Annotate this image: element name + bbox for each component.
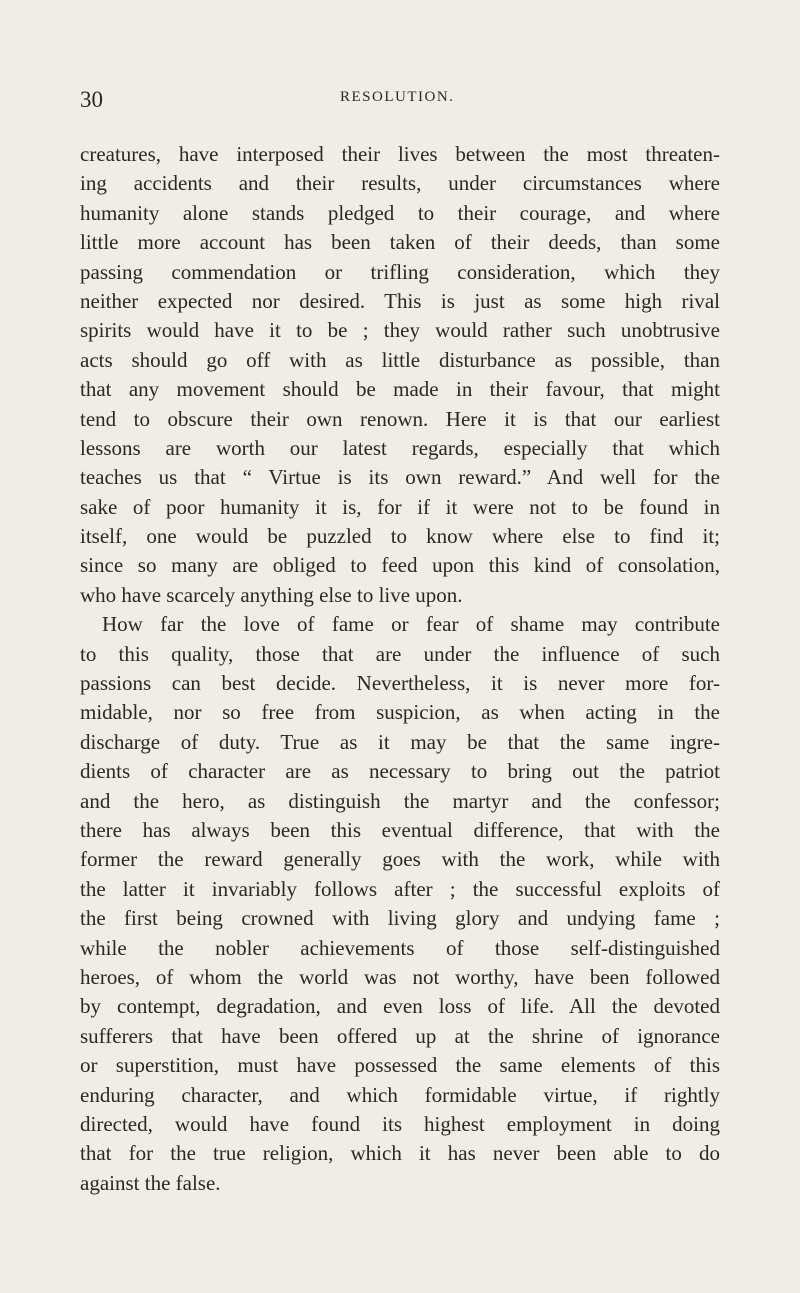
text-line: enduring character, and which formidable virtue, if rightly [80, 1082, 720, 1107]
paragraph-start-line: How far the love of fame or fear of shame may contribute [102, 612, 720, 637]
text-line: spirits would have it to be ; they would rather such unobtrusive [80, 318, 720, 343]
text-line: little more account has been taken of their deeds, than some [80, 230, 720, 255]
text-line: that for the true religion, which it has never been able to do [80, 1141, 720, 1166]
text-line: lessons are worth our latest regards, especially that which [80, 435, 720, 460]
text-line: heroes, of whom the world was not worthy, have been followed [80, 964, 720, 989]
text-line: former the reward generally goes with the work, while with [80, 847, 720, 872]
text-line: discharge of duty. True as it may be that the same ingre- [80, 729, 720, 754]
text-line: sufferers that have been offered up at the shrine of ignorance [80, 1023, 720, 1048]
text-line: to this quality, those that are under the influence of such [80, 641, 720, 666]
text-line: there has always been this eventual difference, that with the [80, 817, 720, 842]
text-line: neither expected nor desired. This is just as some high rival [80, 288, 720, 313]
text-line: that any movement should be made in their favour, that might [80, 377, 720, 402]
text-line: midable, nor so free from suspicion, as when acting in the [80, 700, 720, 725]
text-line: tend to obscure their own renown. Here it is that our earliest [80, 406, 720, 431]
text-line: passions can best decide. Nevertheless, it is never more for- [80, 671, 720, 696]
text-line: itself, one would be puzzled to know where else to find it; [80, 524, 720, 549]
text-line: teaches us that “ Virtue is its own reward.” And well for the [80, 465, 720, 490]
text-line: since so many are obliged to feed upon this kind of consolation, [80, 553, 720, 578]
text-line: passing commendation or trifling consideration, which they [80, 259, 720, 284]
text-line: acts should go off with as little disturbance as possible, than [80, 347, 720, 372]
paragraph-end-line: against the false. [80, 1170, 221, 1195]
text-line: the latter it invariably follows after ; the successful exploits of [80, 876, 720, 901]
text-line: and the hero, as distinguish the martyr and the confessor; [80, 788, 720, 813]
page-number: 30 [80, 87, 103, 112]
text-line: directed, would have found its highest employment in doing [80, 1111, 720, 1136]
text-line: dients of character are as necessary to bring out the patriot [80, 759, 720, 784]
text-line: while the nobler achievements of those self-distinguished [80, 935, 720, 960]
text-line: by contempt, degradation, and even loss of life. All the devoted [80, 994, 720, 1019]
text-line: or superstition, must have possessed the same elements of this [80, 1053, 720, 1078]
text-line: ing accidents and their results, under circumstances where [80, 171, 720, 196]
paragraph-end-line: who have scarcely anything else to live upon. [80, 582, 463, 607]
running-head: RESOLUTION. [340, 89, 455, 105]
text-line: humanity alone stands pledged to their courage, and where [80, 200, 720, 225]
text-line: creatures, have interposed their lives between the most threaten- [80, 142, 720, 166]
body-text [80, 140, 720, 1198]
text-line: sake of poor humanity it is, for if it were not to be found in [80, 494, 720, 519]
page-header [80, 86, 720, 116]
text-line: the first being crowned with living glory and undying fame ; [80, 906, 720, 931]
